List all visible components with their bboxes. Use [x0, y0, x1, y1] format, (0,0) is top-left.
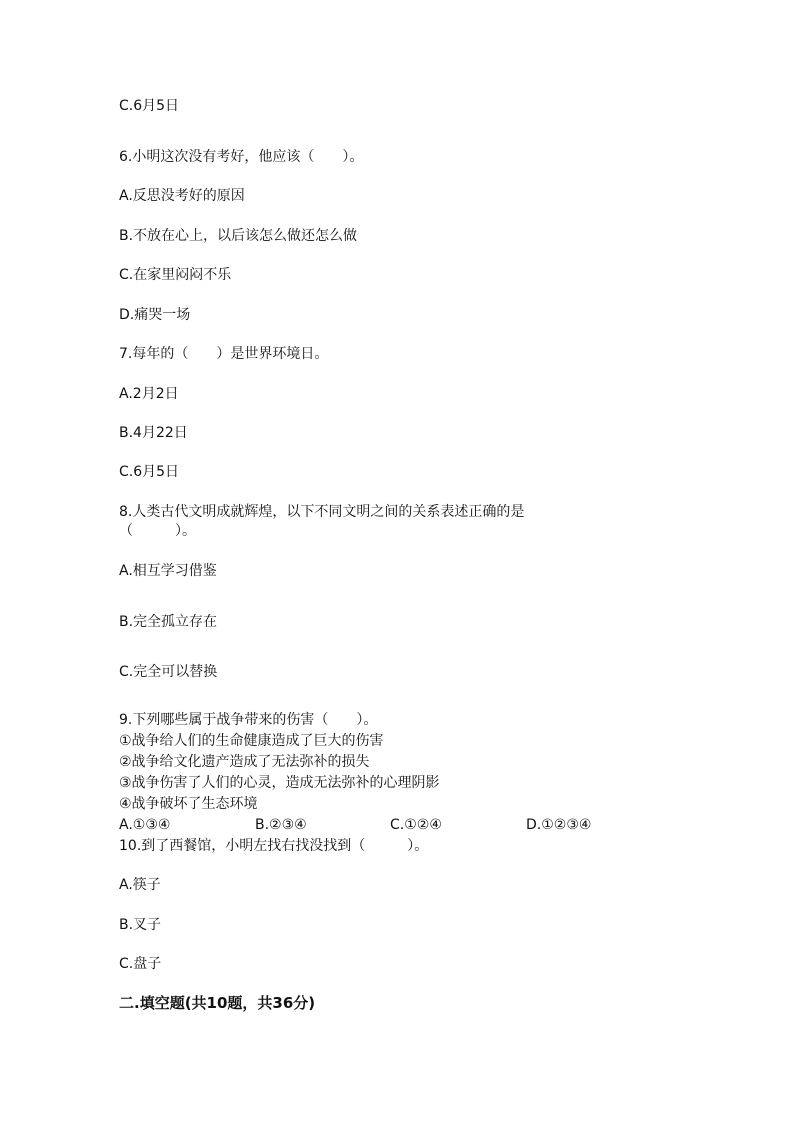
q8-question: 8.人类古代文明成就辉煌，以下不同文明之间的关系表述正确的是	[119, 504, 525, 520]
q7-question: 7.每年的（ ）是世界环境日。	[119, 346, 329, 362]
q9-statement-1: ①战争给人们的生命健康造成了巨大的伤害	[119, 733, 384, 749]
q6-question: 6.小明这次没有考好，他应该（ ）。	[119, 149, 364, 165]
q8-question-blank: （ ）。	[119, 523, 196, 539]
q9-option-c: C.①②④	[390, 817, 442, 833]
q9-statement-3: ③战争伤害了人们的心灵，造成无法弥补的心理阴影	[119, 775, 440, 791]
q6-option-a: A.反思没考好的原因	[119, 188, 245, 204]
q8-option-c: C.完全可以替换	[119, 664, 218, 680]
q6-option-c: C.在家里闷闷不乐	[119, 267, 232, 283]
q10-option-b: B.叉子	[119, 917, 162, 933]
q9-statement-2: ②战争给文化遗产造成了无法弥补的损失	[119, 754, 370, 770]
q9-option-b: B.②③④	[255, 817, 307, 833]
q5-option-c: C.6月5日	[119, 98, 180, 114]
q8-option-a: A.相互学习借鉴	[119, 563, 217, 579]
q6-option-d: D.痛哭一场	[119, 307, 191, 323]
q7-option-c: C.6月5日	[119, 464, 180, 480]
q9-statement-4: ④战争破坏了生态环境	[119, 796, 258, 812]
q10-option-a: A.筷子	[119, 877, 161, 893]
q9-option-a: A.①③④	[119, 817, 171, 833]
q9-option-d: D.①②③④	[526, 817, 592, 833]
section-heading: 二.填空题(共10题，共36分)	[119, 994, 316, 1012]
q10-question: 10.到了西餐馆，小明左找右找没找到（ ）。	[119, 838, 429, 854]
q10-option-c: C.盘子	[119, 956, 162, 972]
q9-question: 9.下列哪些属于战争带来的伤害（ ）。	[119, 712, 378, 728]
q7-option-b: B.4月22日	[119, 425, 188, 441]
q6-option-b: B.不放在心上，以后该怎么做还怎么做	[119, 228, 358, 244]
q8-option-b: B.完全孤立存在	[119, 614, 218, 630]
q7-option-a: A.2月2日	[119, 386, 179, 402]
